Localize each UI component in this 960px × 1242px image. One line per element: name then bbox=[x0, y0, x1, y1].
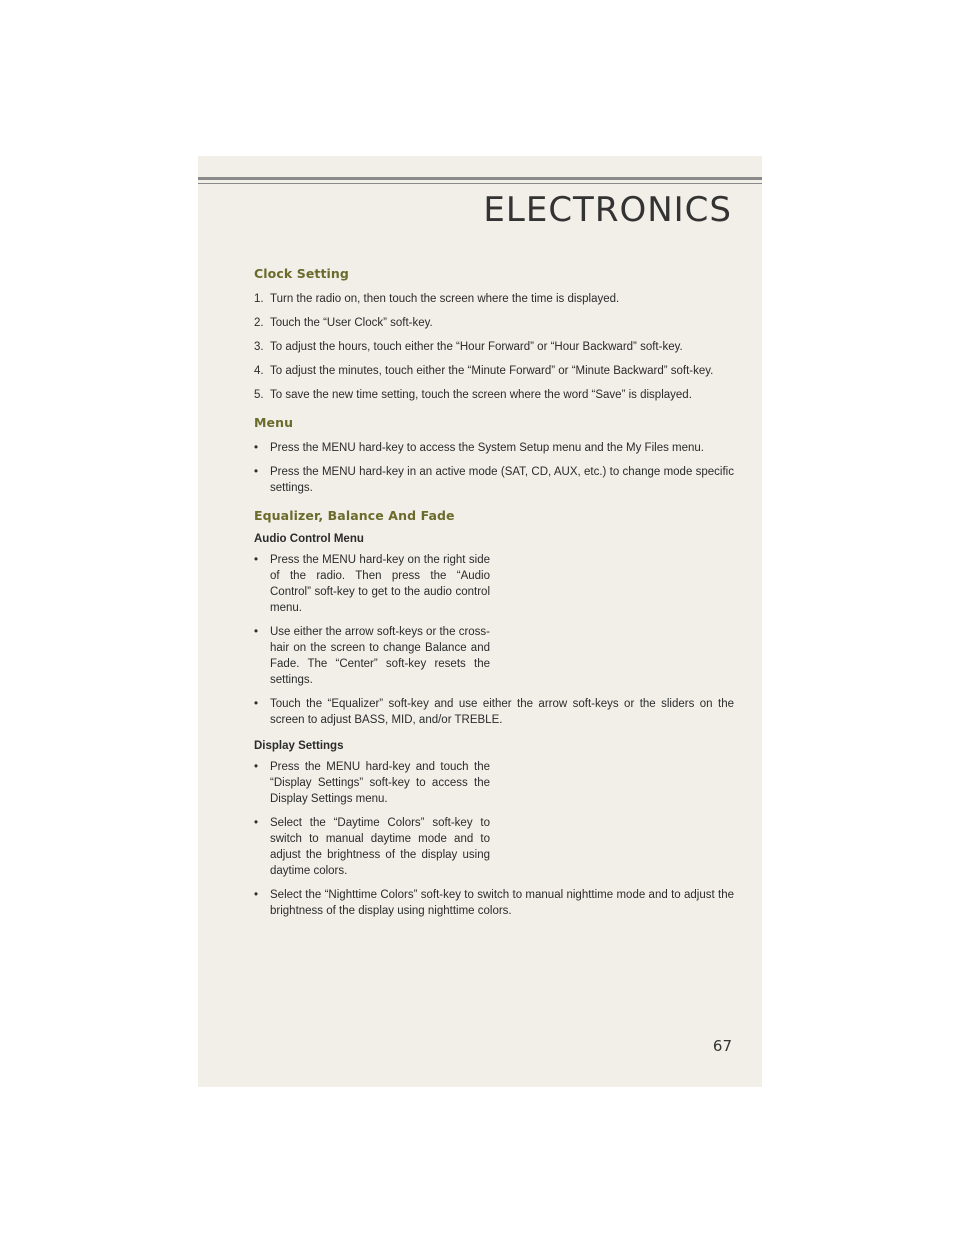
content bbox=[254, 266, 734, 927]
page-number: 67 bbox=[712, 1037, 732, 1055]
heading-display-settings: Display Settings bbox=[254, 740, 344, 752]
menu-item-2: • Press the MENU hard-key in an active mode (SAT, CD, AUX, etc.) to change mode specific settings. bbox=[254, 466, 734, 494]
header-rule-thick bbox=[198, 177, 762, 180]
audio-item-2: • Use either the arrow soft-keys or the cross-hair on the screen to change Balance and Fade. The “Center” soft-key resets the settings. bbox=[254, 626, 490, 686]
heading-menu: Menu bbox=[254, 415, 294, 430]
heading-equalizer: Equalizer, Balance And Fade bbox=[254, 508, 455, 523]
manual-page bbox=[198, 156, 762, 1087]
clock-step-2: 2. Touch the “User Clock” soft-key. bbox=[254, 317, 433, 329]
display-item-2: • Select the “Daytime Colors” soft-key to switch to manual daytime mode and to adjust the brightness of the display using daytime colors. bbox=[254, 817, 490, 877]
display-item-1: • Press the MENU hard-key and touch the “Display Settings” soft-key to access the Display Settings menu. bbox=[254, 761, 490, 805]
clock-step-3: 3. To adjust the hours, touch either the “Hour Forward” or “Hour Backward” soft-key. bbox=[254, 341, 683, 353]
heading-audio-control: Audio Control Menu bbox=[254, 533, 364, 545]
section-title: ELECTRONICS bbox=[483, 190, 732, 230]
clock-step-5: 5. To save the new time setting, touch the screen where the word “Save” is displayed. bbox=[254, 389, 692, 401]
clock-step-1: 1. Turn the radio on, then touch the screen where the time is displayed. bbox=[254, 293, 620, 305]
heading-clock-setting: Clock Setting bbox=[254, 266, 349, 281]
menu-item-1: • Press the MENU hard-key to access the System Setup menu and the My Files menu. bbox=[254, 442, 704, 454]
display-item-3: • Select the “Nighttime Colors” soft-key to switch to manual nighttime mode and to adjust the brightness of the display using nighttime colors. bbox=[254, 889, 734, 917]
audio-item-3: • Touch the “Equalizer” soft-key and use either the arrow soft-keys or the sliders on the screen to adjust BASS, MID, and/or TREBLE. bbox=[254, 698, 734, 726]
header-rule-thin bbox=[198, 183, 762, 184]
audio-item-1: • Press the MENU hard-key on the right side of the radio. Then press the “Audio Control” soft-key to get to the audio control menu. bbox=[254, 554, 490, 614]
clock-step-4: 4. To adjust the minutes, touch either the “Minute Forward” or “Minute Backward” soft-key. bbox=[254, 365, 714, 377]
